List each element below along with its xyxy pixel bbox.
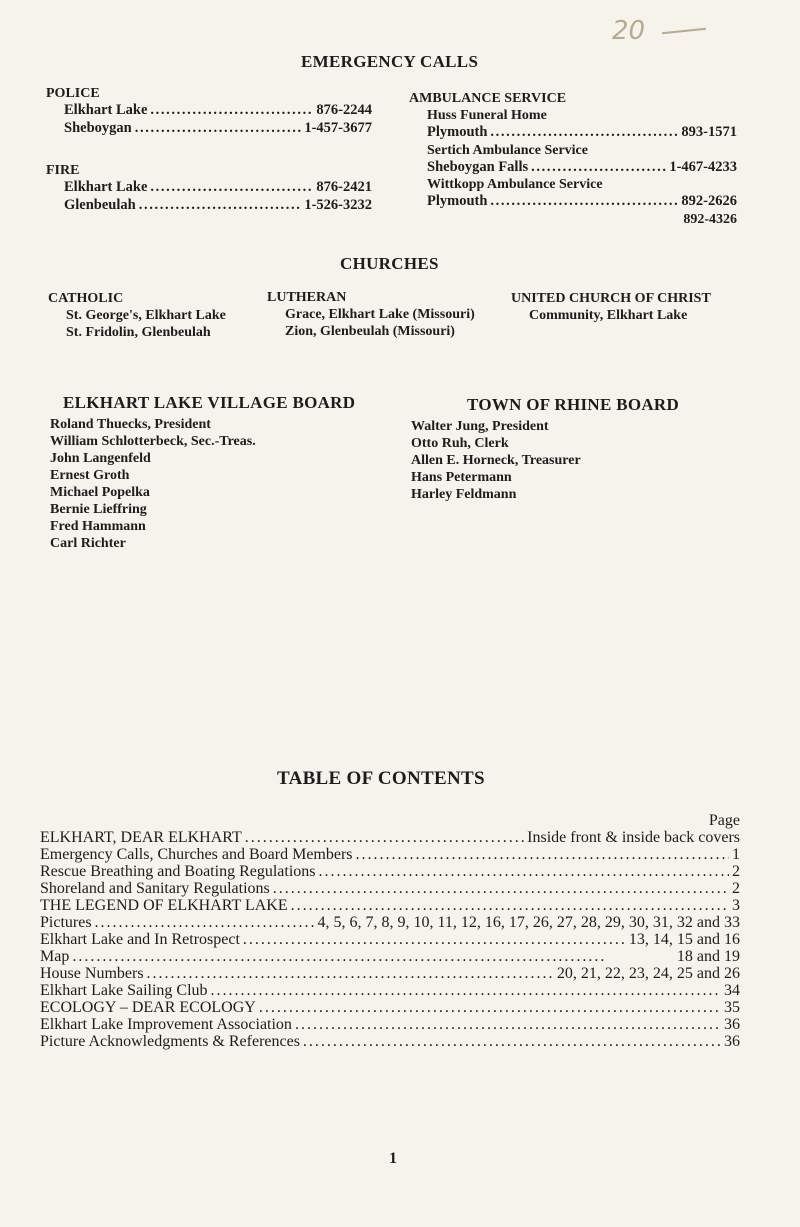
- board-member: William Schlotterbeck, Sec.-Treas.: [50, 434, 256, 449]
- police-section: [46, 85, 372, 137]
- sertich-row: [409, 159, 737, 177]
- board-member: Ernest Groth: [50, 468, 130, 483]
- board-member: Otto Ruh, Clerk: [411, 436, 509, 451]
- wittkopp-number-2: 892-4326: [683, 211, 737, 227]
- churches-title: CHURCHES: [340, 254, 439, 273]
- toc-entry-title: Map: [40, 948, 70, 965]
- row-name: Sheboygan: [64, 119, 132, 136]
- toc-entry-page: 34: [724, 982, 740, 999]
- board-member: Michael Popelka: [50, 485, 150, 500]
- handwritten-note: 20: [612, 16, 646, 46]
- toc-entry-title: Pictures: [40, 914, 92, 931]
- toc-entry-title: Emergency Calls, Churches and Board Members: [40, 846, 353, 863]
- board-member: Hans Petermann: [411, 470, 512, 485]
- police-row-elkhart: [46, 102, 372, 120]
- row-number: 1-526-3232: [304, 196, 372, 213]
- board-member: Roland Thuecks, President: [50, 417, 211, 432]
- toc-entry-title: Shoreland and Sanitary Regulations: [40, 880, 270, 897]
- church-item: St. George's, Elkhart Lake: [66, 308, 226, 323]
- toc-entry: [40, 982, 740, 999]
- police-row-sheboygan: [46, 120, 372, 138]
- fire-label: FIRE: [46, 163, 80, 178]
- huss-row: [409, 124, 737, 142]
- toc-entry-page: 36: [724, 1033, 740, 1050]
- row-number: 1-467-4233: [669, 158, 737, 175]
- fire-section: [46, 162, 372, 214]
- toc-entry: [40, 863, 740, 880]
- village-board-title: ELKHART LAKE VILLAGE BOARD: [63, 393, 356, 412]
- toc-page-label: Page: [708, 812, 740, 829]
- toc-entry-page: Inside front & inside back covers: [527, 829, 740, 846]
- toc-entry-page: 36: [724, 1016, 740, 1033]
- row-name: Elkhart Lake: [64, 179, 148, 195]
- toc-entry: [40, 846, 740, 863]
- fire-row-glenbeulah: [46, 197, 372, 215]
- toc-entry-title: Elkhart Lake and In Retrospect: [40, 931, 240, 948]
- toc-entry-page: 1: [732, 846, 740, 863]
- row-number: 893-1571: [681, 124, 737, 140]
- lutheran-section: [267, 289, 475, 340]
- toc-entry: [40, 1016, 740, 1033]
- lutheran-label: LUTHERAN: [267, 290, 347, 305]
- toc-entry: [40, 965, 740, 982]
- toc-list: [40, 812, 740, 1050]
- toc-entry-page: 18 and 19: [676, 948, 740, 965]
- ambulance-label: AMBULANCE SERVICE: [409, 91, 567, 106]
- toc-entry: [40, 1033, 740, 1050]
- toc-entry-page: 3: [732, 897, 740, 914]
- toc-entry: [40, 948, 740, 965]
- board-member: Carl Richter: [50, 536, 126, 551]
- toc-entry: [40, 880, 740, 897]
- toc-entry-title: House Numbers: [40, 965, 144, 982]
- fire-row-elkhart: [46, 179, 372, 197]
- board-member: Walter Jung, President: [411, 419, 549, 434]
- toc-entry-title: Elkhart Lake Sailing Club: [40, 982, 208, 999]
- rhine-board-title: TOWN OF RHINE BOARD: [467, 395, 680, 414]
- board-member: Bernie Lieffring: [50, 502, 147, 517]
- row-name: Sheboygan Falls: [427, 158, 529, 175]
- board-member: Harley Feldmann: [411, 487, 517, 502]
- handwritten-dash: [662, 28, 706, 35]
- board-member: John Langenfeld: [50, 451, 151, 466]
- church-item: St. Fridolin, Glenbeulah: [66, 325, 211, 340]
- toc-entry-title: THE LEGEND OF ELKHART LAKE: [40, 897, 288, 914]
- ucc-section: [511, 290, 711, 324]
- toc-entry-title: Elkhart Lake Improvement Association: [40, 1016, 292, 1033]
- huss-name: Huss Funeral Home: [427, 108, 547, 123]
- police-label: POLICE: [46, 86, 100, 101]
- toc-entry: [40, 897, 740, 914]
- toc-entry-page: 4, 5, 6, 7, 8, 9, 10, 11, 12, 16, 17, 26, 27, 28, 29, 30, 31, 32 and 33: [317, 914, 740, 931]
- toc-entry-page: 2: [732, 863, 740, 880]
- row-name: Glenbeulah: [64, 196, 136, 213]
- toc-entry-page: 13, 14, 15 and 16: [628, 931, 740, 948]
- toc-entry-title: ELKHART, DEAR ELKHART: [40, 829, 242, 846]
- toc-entry-title: ECOLOGY – DEAR ECOLOGY: [40, 999, 256, 1016]
- board-member: Fred Hammann: [50, 519, 146, 534]
- row-number: 876-2244: [316, 102, 372, 118]
- toc-entry-page: 35: [724, 999, 740, 1016]
- toc-entry: [40, 914, 740, 931]
- rhine-board-section: [411, 395, 679, 503]
- emergency-title: EMERGENCY CALLS: [301, 52, 479, 71]
- village-board-section: [50, 393, 355, 552]
- toc-entry: [40, 931, 740, 948]
- wittkopp-row: [409, 193, 737, 211]
- sertich-name: Sertich Ambulance Service: [427, 142, 588, 158]
- row-name: Plymouth: [427, 124, 488, 140]
- row-number: 1-457-3677: [304, 119, 372, 136]
- toc-entry-page: 20, 21, 22, 23, 24, 25 and 26: [556, 965, 740, 982]
- page-number: 1: [389, 1150, 397, 1167]
- wittkopp-name: Wittkopp Ambulance Service: [427, 177, 603, 192]
- row-name: Elkhart Lake: [64, 102, 148, 118]
- catholic-label: CATHOLIC: [48, 291, 124, 306]
- toc-entry-page: 2: [732, 880, 740, 897]
- church-item: Zion, Glenbeulah (Missouri): [285, 324, 455, 339]
- toc-entry-title: Rescue Breathing and Boating Regulations: [40, 863, 316, 880]
- board-member: Allen E. Horneck, Treasurer: [411, 453, 581, 468]
- toc-entry: [40, 829, 740, 846]
- toc-title: TABLE OF CONTENTS: [277, 768, 485, 789]
- ambulance-section: [409, 90, 737, 228]
- row-name: Plymouth: [427, 193, 488, 209]
- row-number: 876-2421: [316, 179, 372, 195]
- church-item: Community, Elkhart Lake: [529, 308, 688, 323]
- ucc-label: UNITED CHURCH OF CHRIST: [511, 291, 711, 306]
- catholic-section: [48, 290, 226, 341]
- row-number: 892-2626: [681, 193, 737, 209]
- toc-entry-title: Picture Acknowledgments & References: [40, 1033, 300, 1050]
- toc-entry: [40, 999, 740, 1016]
- church-item: Grace, Elkhart Lake (Missouri): [285, 307, 475, 322]
